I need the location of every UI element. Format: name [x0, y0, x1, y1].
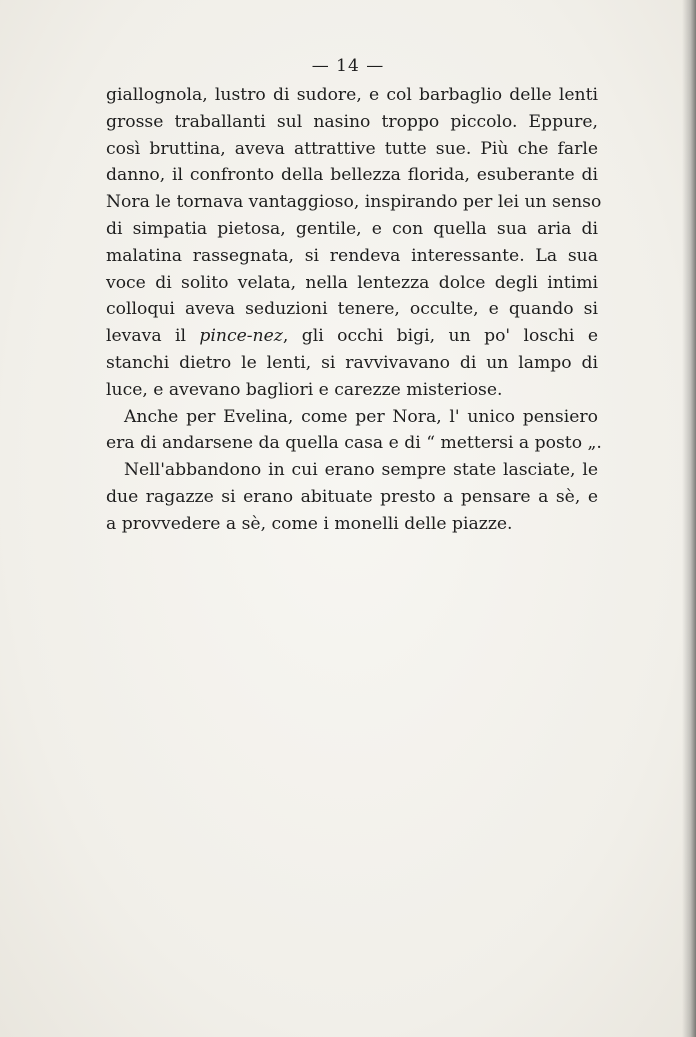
text-line: levava il pince-nez, gli occhi bigi, un po' loschi e: [106, 326, 598, 347]
text-line: due ragazze si erano abituate presto a pensare a sè, e: [106, 486, 598, 507]
text-line: danno, il confronto della bellezza florida, esuberante di: [106, 165, 598, 186]
page-edge-shadow: [682, 0, 696, 1037]
text-line: luce, e avevano bagliori e carezze misteriose.: [106, 379, 503, 400]
text-line: voce di solito velata, nella lentezza dolce degli intimi: [106, 272, 598, 293]
text-line: stanchi dietro le lenti, si ravvivavano di un lampo di: [106, 352, 598, 373]
text-line: Anche per Evelina, come per Nora, l' unico pensiero: [124, 406, 598, 427]
text-line: Nell'abbandono in cui erano sempre state lasciate, le: [124, 460, 598, 481]
text-line: così bruttina, aveva attrattive tutte sue. Più che farle: [106, 138, 598, 159]
text-line: grosse traballanti sul nasino troppo piccolo. Eppure,: [106, 111, 598, 132]
italic-term: pince-nez: [199, 326, 283, 347]
text-line: era di andarsene da quella casa e di “ mettersi a posto „.: [106, 433, 602, 454]
text-line: a provvedere a sè, come i monelli delle piazze.: [106, 513, 513, 534]
text-line: malatina rassegnata, si rendeva interessante. La sua: [106, 245, 598, 266]
text-line: colloqui aveva seduzioni tenere, occulte, e quando si: [106, 299, 598, 320]
text-line: Nora le tornava vantaggioso, inspirando per lei un senso: [106, 192, 602, 213]
text-line: di simpatia pietosa, gentile, e con quella sua aria di: [106, 218, 598, 239]
text-line: giallognola, lustro di sudore, e col barbaglio delle lenti: [106, 85, 598, 105]
page-number-header: — 14 —: [311, 56, 385, 76]
page-body: [106, 82, 602, 538]
